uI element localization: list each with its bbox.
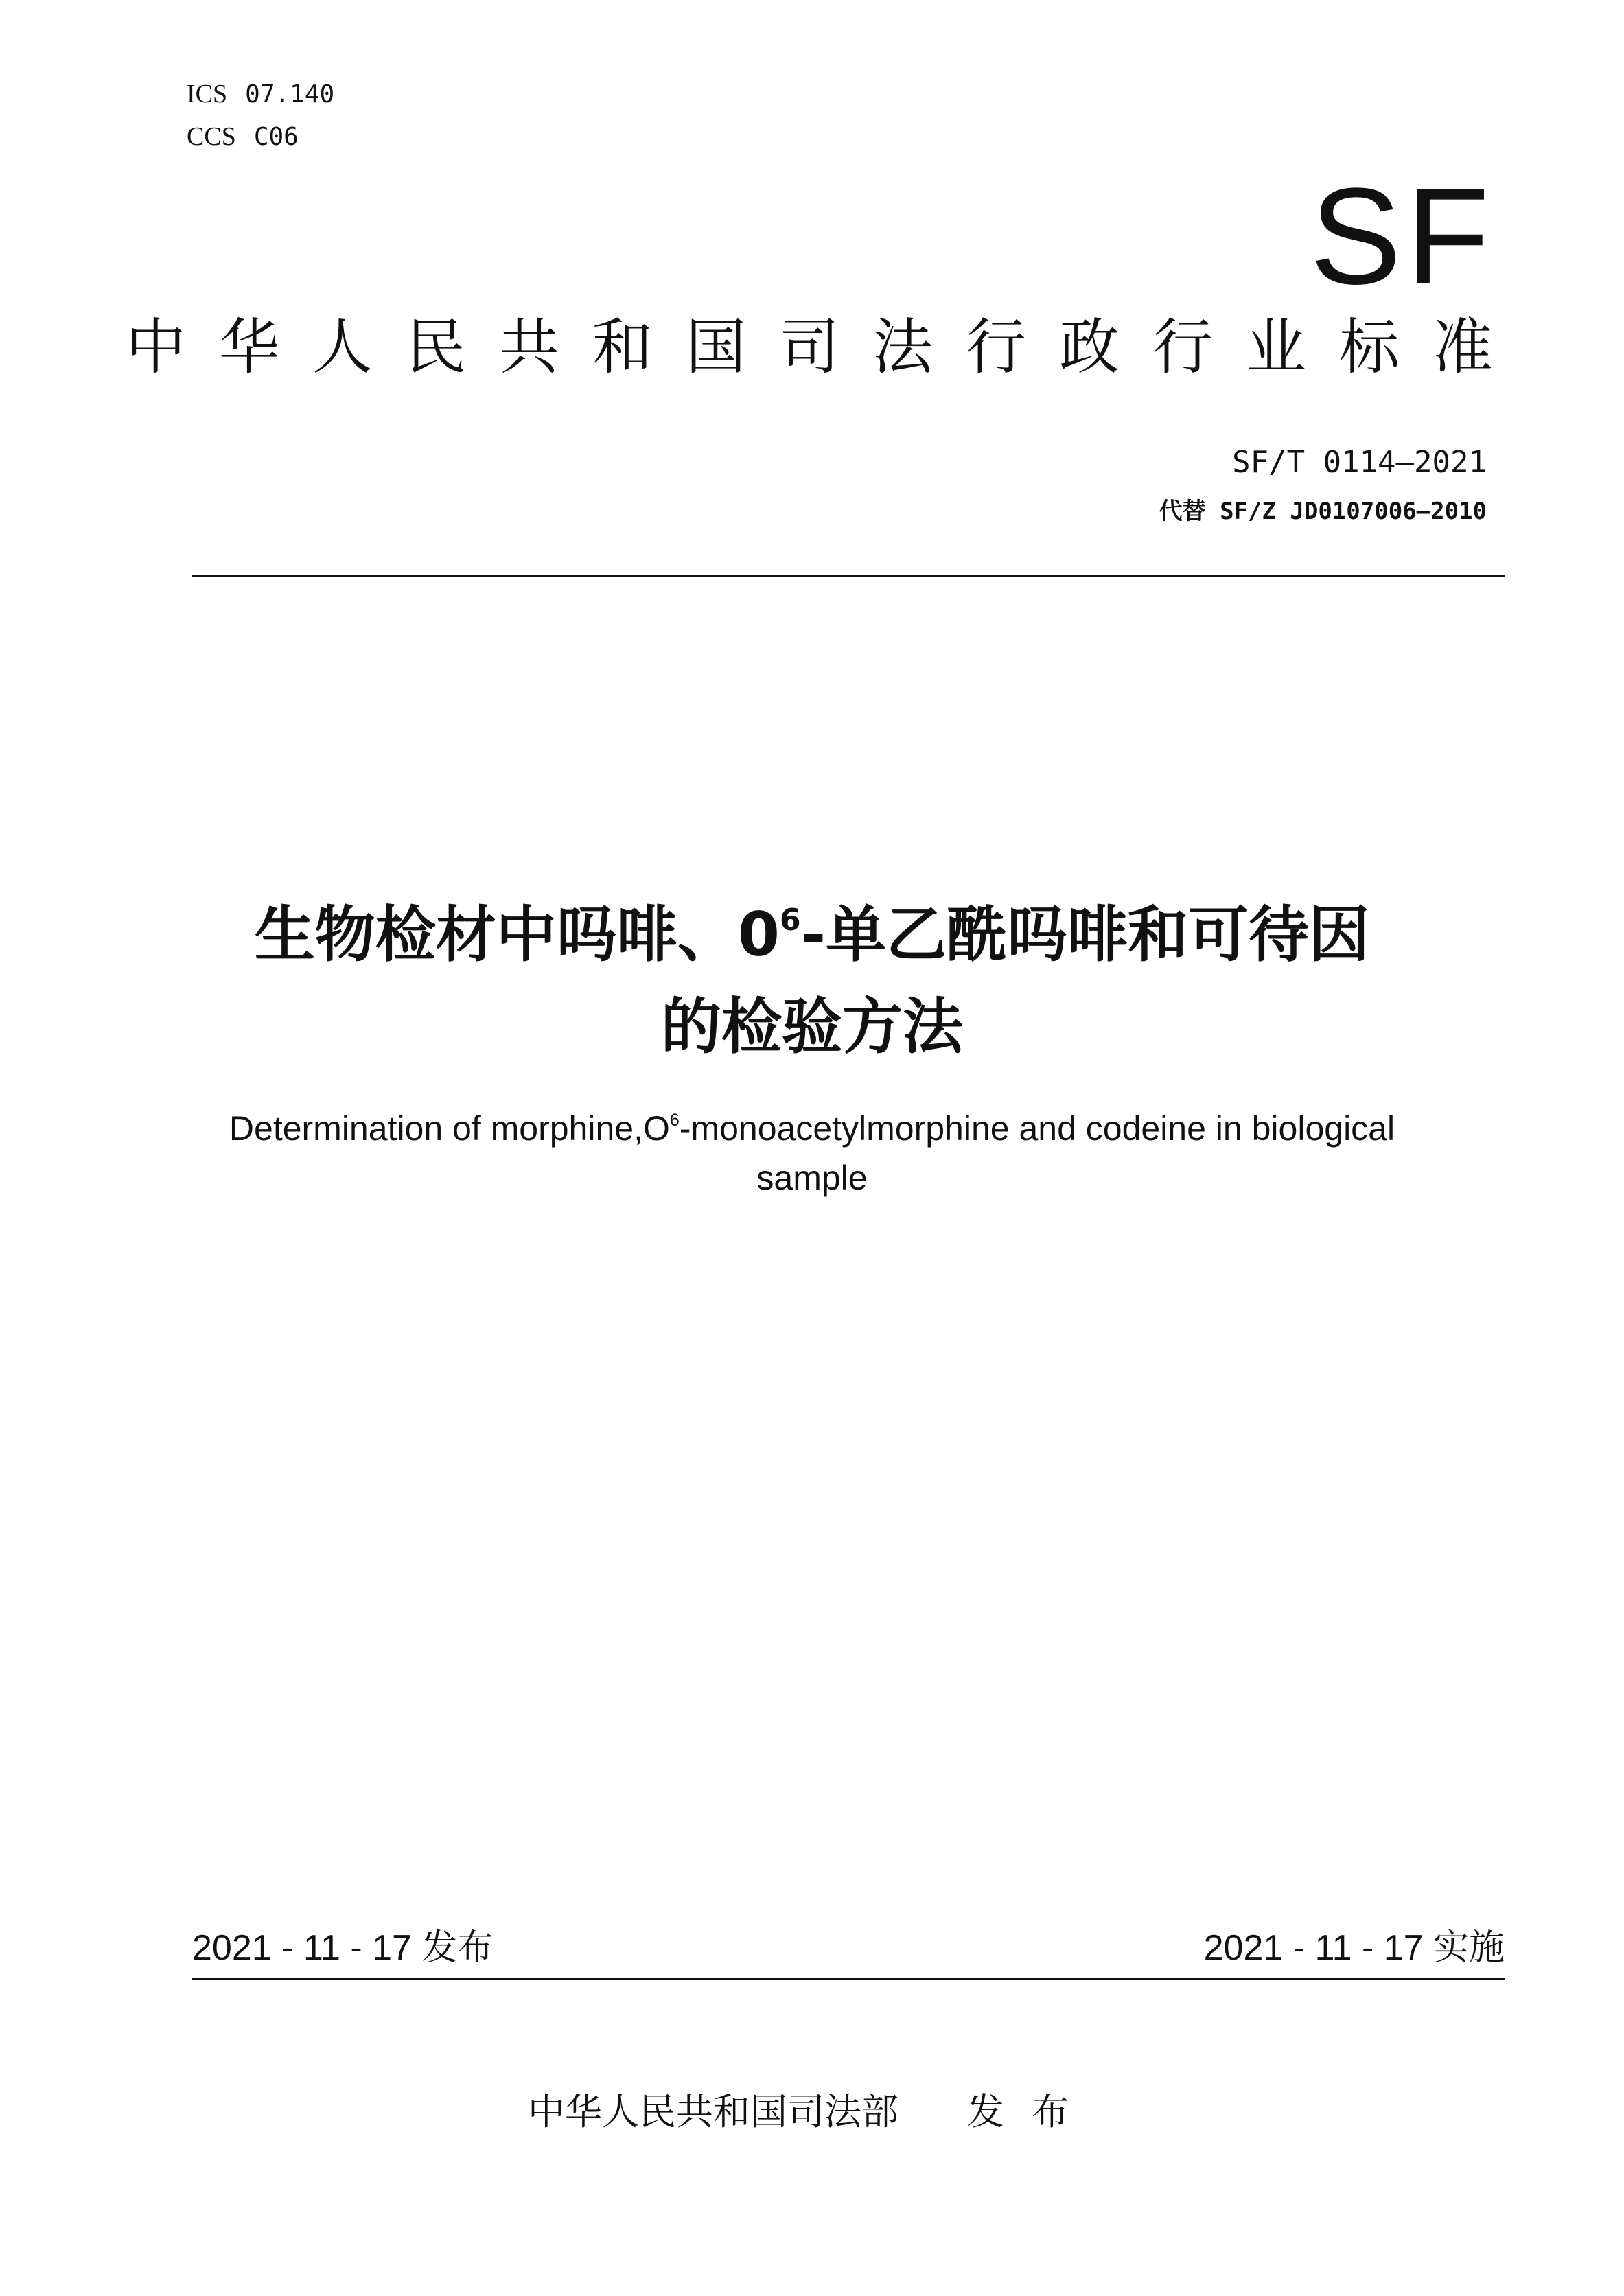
ics-code (187, 81, 334, 107)
ics-label: ICS (187, 80, 228, 108)
ccs-label: CCS (187, 122, 236, 151)
publisher-name: 中华人民共和国司法部 (528, 2090, 898, 2133)
title-cn-line2: 的检验方法 (660, 991, 963, 1062)
ccs-code (187, 124, 299, 150)
publisher-line (0, 2090, 1624, 2133)
implementation-date: 2021 - 11 - 17 实施 (1203, 1928, 1505, 1968)
title-cn-superscript: 6 (780, 903, 801, 938)
title-cn-part1: 生物检材中吗啡、0 (254, 899, 780, 970)
document-title-cn (137, 889, 1487, 1073)
ccs-value: C06 (253, 123, 299, 151)
sf-logo: SF (1310, 160, 1494, 313)
document-title-en (227, 1104, 1397, 1203)
standard-number: SF/T 0114—2021 (1232, 445, 1487, 480)
ics-value: 07.140 (245, 80, 335, 108)
footer-divider (192, 1978, 1505, 1980)
title-en-part1: Determination of morphine,O (229, 1109, 670, 1148)
title-cn-part2: -单乙酰吗啡和可待因 (800, 899, 1370, 970)
standard-category-title: 中华人民共和国司法行政行业标准 (125, 312, 1526, 382)
title-en-superscript: 6 (669, 1110, 680, 1130)
replaces-standard: 代替 SF/Z JD0107006—2010 (1159, 498, 1487, 525)
header-divider (192, 575, 1505, 577)
publisher-issued: 发布 (967, 2090, 1096, 2133)
title-en-part2: -monoacetylmorphine and codeine in biological sample (679, 1109, 1395, 1197)
issue-date: 2021 - 11 - 17 发布 (192, 1928, 494, 1968)
